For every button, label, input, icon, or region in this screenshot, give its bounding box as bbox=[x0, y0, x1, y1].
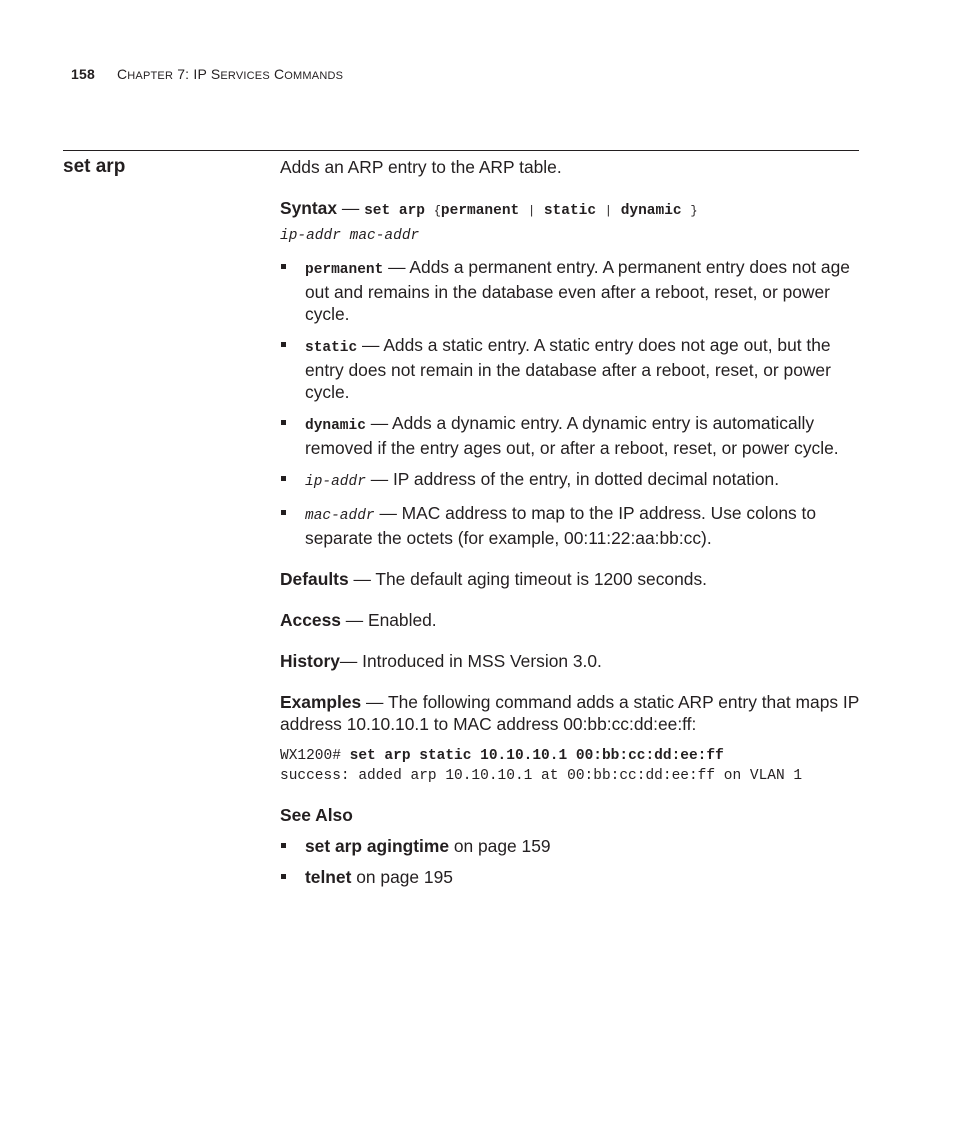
history-paragraph: History— Introduced in MSS Version 3.0. bbox=[280, 651, 602, 671]
list-item: mac-addr — MAC address to map to the IP address. Use colons to separate the octets (for example, 00:11:22:aa:bb:cc). bbox=[280, 502, 860, 549]
see-also-list bbox=[280, 835, 860, 888]
running-header bbox=[71, 66, 343, 82]
list-item: dynamic — Adds a dynamic entry. A dynamic entry is automatically removed if the entry ages out, or after a reboot, reset, or power cycle. bbox=[280, 412, 860, 459]
cli-command: set arp static 10.10.10.1 00:bb:cc:dd:ee:ff bbox=[349, 748, 724, 764]
list-item[interactable]: set arp agingtime on page 159 bbox=[280, 835, 860, 857]
see-also-link[interactable]: set arp agingtime bbox=[305, 836, 449, 856]
see-also-link[interactable]: telnet bbox=[305, 867, 352, 887]
see-also-heading: See Also bbox=[280, 805, 353, 825]
bullet-icon bbox=[281, 476, 286, 481]
access-paragraph: Access — Enabled. bbox=[280, 610, 437, 630]
bullet-icon bbox=[281, 420, 286, 425]
syntax-line: Syntax — set arp {permanent | static | dynamic } ip-addr mac-addr bbox=[280, 198, 698, 244]
bullet-icon bbox=[281, 510, 286, 515]
command-heading: set arp bbox=[63, 156, 126, 177]
section-divider bbox=[63, 150, 859, 151]
command-body bbox=[280, 156, 860, 888]
bullet-icon bbox=[281, 342, 286, 347]
list-item: permanent — Adds a permanent entry. A permanent entry does not age out and remains in the database even after a reboot, reset, or power cycle. bbox=[280, 256, 860, 325]
defaults-paragraph: Defaults — The default aging timeout is 1200 seconds. bbox=[280, 569, 707, 589]
chapter-title: CHAPTER 7: IP SERVICES COMMANDS bbox=[116, 66, 344, 82]
list-item: ip-addr — IP address of the entry, in dotted decimal notation. bbox=[280, 468, 860, 493]
example-code-block bbox=[280, 746, 860, 786]
bullet-icon bbox=[281, 264, 286, 269]
cli-prompt: WX1200# bbox=[280, 748, 350, 764]
bullet-icon bbox=[281, 874, 286, 879]
parameter-list bbox=[280, 256, 860, 549]
bullet-icon bbox=[281, 843, 286, 848]
list-item: static — Adds a static entry. A static entry does not age out, but the entry does not remain in the database after a reboot, reset, or power cycle. bbox=[280, 334, 860, 403]
command-description: Adds an ARP entry to the ARP table. bbox=[280, 157, 562, 177]
list-item[interactable]: telnet on page 195 bbox=[280, 866, 860, 888]
page-number: 158 bbox=[71, 66, 95, 82]
examples-paragraph: Examples — The following command adds a static ARP entry that maps IP address 10.10.10.1 to MAC address 00:bb:cc:dd:ee:ff: bbox=[280, 692, 860, 734]
cli-output: success: added arp 10.10.10.1 at 00:bb:cc:dd:ee:ff on VLAN 1 bbox=[280, 768, 803, 784]
